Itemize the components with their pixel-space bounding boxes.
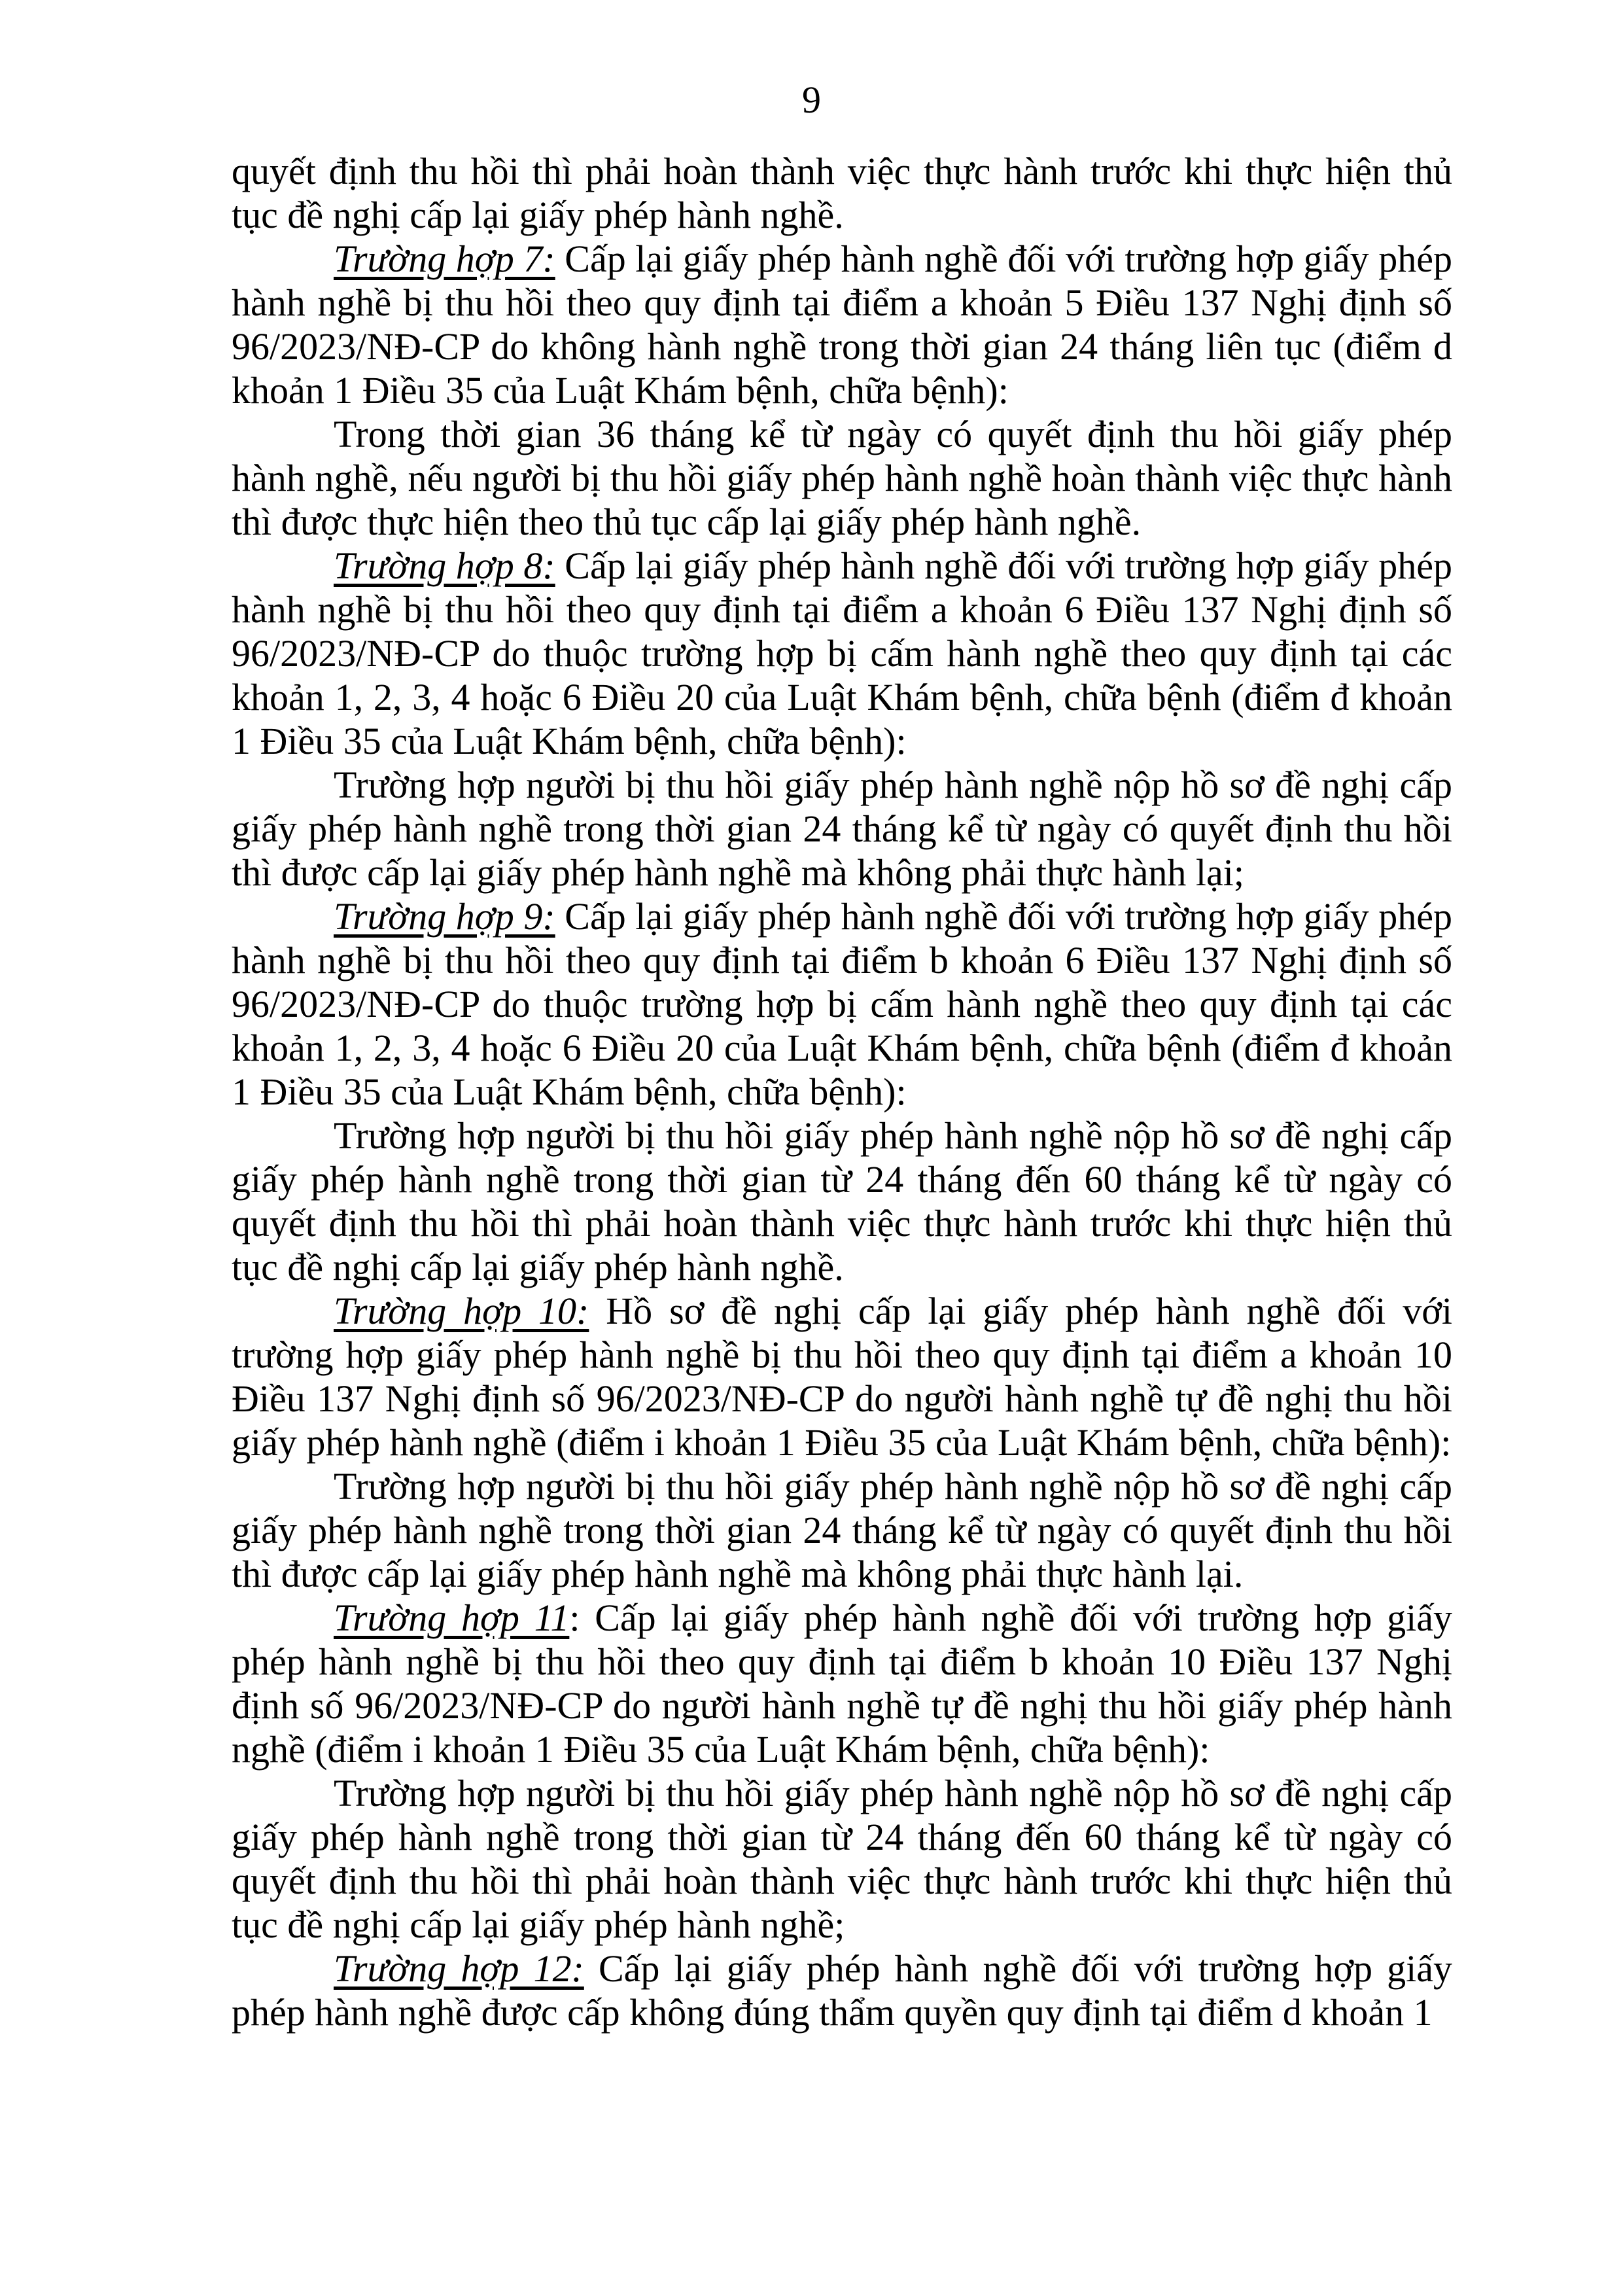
case-label: Trường hợp 8: xyxy=(334,544,555,587)
paragraph-case-12 xyxy=(232,1947,1452,2034)
paragraph-case-10 xyxy=(232,1289,1452,1464)
paragraph-text: Trường hợp người bị thu hồi giấy phép hành nghề nộp hồ sơ đề nghị cấp giấy phép hành nghề trong thời gian 24 tháng kể từ ngày có quyết định thu hồi thì được cấp lại giấy phép hành nghề mà không phải thực hành lại; xyxy=(232,764,1452,894)
paragraph-text: quyết định thu hồi thì phải hoàn thành việc thực hành trước khi thực hiện thủ tục đề nghị cấp lại giấy phép hành nghề. xyxy=(232,150,1452,236)
paragraph-text: Cấp lại giấy phép hành nghề đối với trường hợp giấy phép hành nghề bị thu hồi theo quy định tại điểm a khoản 5 Điều 137 Nghị định số 96/2023/NĐ-CP do không hành nghề trong thời gian 24 tháng liên tục (điểm d khoản 1 Điều 35 của Luật Khám bệnh, chữa bệnh): xyxy=(232,238,1452,412)
paragraph-text: Cấp lại giấy phép hành nghề đối với trường hợp giấy phép hành nghề được cấp không đúng thẩm quyền quy định tại điểm d khoản 1 xyxy=(232,1947,1453,2034)
paragraph-case-8 xyxy=(232,544,1452,763)
paragraph-text: Trường hợp người bị thu hồi giấy phép hành nghề nộp hồ sơ đề nghị cấp giấy phép hành nghề trong thời gian từ 24 tháng đến 60 tháng kể từ ngày có quyết định thu hồi thì phải hoàn thành việc thực hành trước khi thực hiện thủ tục đề nghị cấp lại giấy phép hành nghề; xyxy=(232,1772,1452,1946)
paragraph-text: Cấp lại giấy phép hành nghề đối với trường hợp giấy phép hành nghề bị thu hồi theo quy định tại điểm a khoản 6 Điều 137 Nghị định số 96/2023/NĐ-CP do thuộc trường hợp bị cấm hành nghề theo quy định tại các khoản 1, 2, 3, 4 hoặc 6 Điều 20 của Luật Khám bệnh, chữa bệnh (điểm đ khoản 1 Điều 35 của Luật Khám bệnh, chữa bệnh): xyxy=(232,544,1452,762)
page-number: 9 xyxy=(802,79,821,121)
paragraph-case-9-body xyxy=(232,1114,1452,1289)
paragraph-continuation xyxy=(232,149,1452,237)
case-label: Trường hợp 10: xyxy=(334,1290,589,1332)
paragraph-text: Trường hợp người bị thu hồi giấy phép hành nghề nộp hồ sơ đề nghị cấp giấy phép hành nghề trong thời gian 24 tháng kể từ ngày có quyết định thu hồi thì được cấp lại giấy phép hành nghề mà không phải thực hành lại. xyxy=(232,1465,1452,1595)
paragraph-case-9 xyxy=(232,894,1452,1114)
paragraph-case-8-body xyxy=(232,763,1452,894)
paragraph-case-11 xyxy=(232,1596,1452,1771)
case-label: Trường hợp 12: xyxy=(334,1947,584,1990)
paragraph-text: Cấp lại giấy phép hành nghề đối với trường hợp giấy phép hành nghề bị thu hồi theo quy định tại điểm b khoản 6 Điều 137 Nghị định số 96/2023/NĐ-CP do thuộc trường hợp bị cấm hành nghề theo quy định tại các khoản 1, 2, 3, 4 hoặc 6 Điều 20 của Luật Khám bệnh, chữa bệnh (điểm đ khoản 1 Điều 35 của Luật Khám bệnh, chữa bệnh): xyxy=(232,895,1452,1113)
case-label: Trường hợp 11 xyxy=(334,1597,570,1639)
case-label: Trường hợp 7: xyxy=(334,238,555,280)
paragraph-case-7 xyxy=(232,237,1452,412)
paragraph-case-7-body xyxy=(232,412,1452,544)
document-body xyxy=(232,149,1452,2034)
paragraph-case-11-body xyxy=(232,1771,1452,1947)
paragraph-text: Trường hợp người bị thu hồi giấy phép hành nghề nộp hồ sơ đề nghị cấp giấy phép hành nghề trong thời gian từ 24 tháng đến 60 tháng kể từ ngày có quyết định thu hồi thì phải hoàn thành việc thực hành trước khi thực hiện thủ tục đề nghị cấp lại giấy phép hành nghề. xyxy=(232,1114,1452,1288)
paragraph-text: Hồ sơ đề nghị cấp lại giấy phép hành nghề đối với trường hợp giấy phép hành nghề bị thu hồi theo quy định tại điểm a khoản 10 Điều 137 Nghị định số 96/2023/NĐ-CP do người hành nghề tự đề nghị thu hồi giấy phép hành nghề (điểm i khoản 1 Điều 35 của Luật Khám bệnh, chữa bệnh): xyxy=(232,1290,1452,1464)
paragraph-case-10-body xyxy=(232,1464,1452,1596)
paragraph-text: : Cấp lại giấy phép hành nghề đối với trường hợp giấy phép hành nghề bị thu hồi theo quy định tại điểm b khoản 10 Điều 137 Nghị định số 96/2023/NĐ-CP do người hành nghề tự đề nghị thu hồi giấy phép hành nghề (điểm i khoản 1 Điều 35 của Luật Khám bệnh, chữa bệnh): xyxy=(232,1597,1452,1771)
case-label: Trường hợp 9: xyxy=(334,895,555,938)
paragraph-text: Trong thời gian 36 tháng kể từ ngày có quyết định thu hồi giấy phép hành nghề, nếu người bị thu hồi giấy phép hành nghề hoàn thành việc thực hành thì được thực hiện theo thủ tục cấp lại giấy phép hành nghề. xyxy=(232,413,1452,543)
